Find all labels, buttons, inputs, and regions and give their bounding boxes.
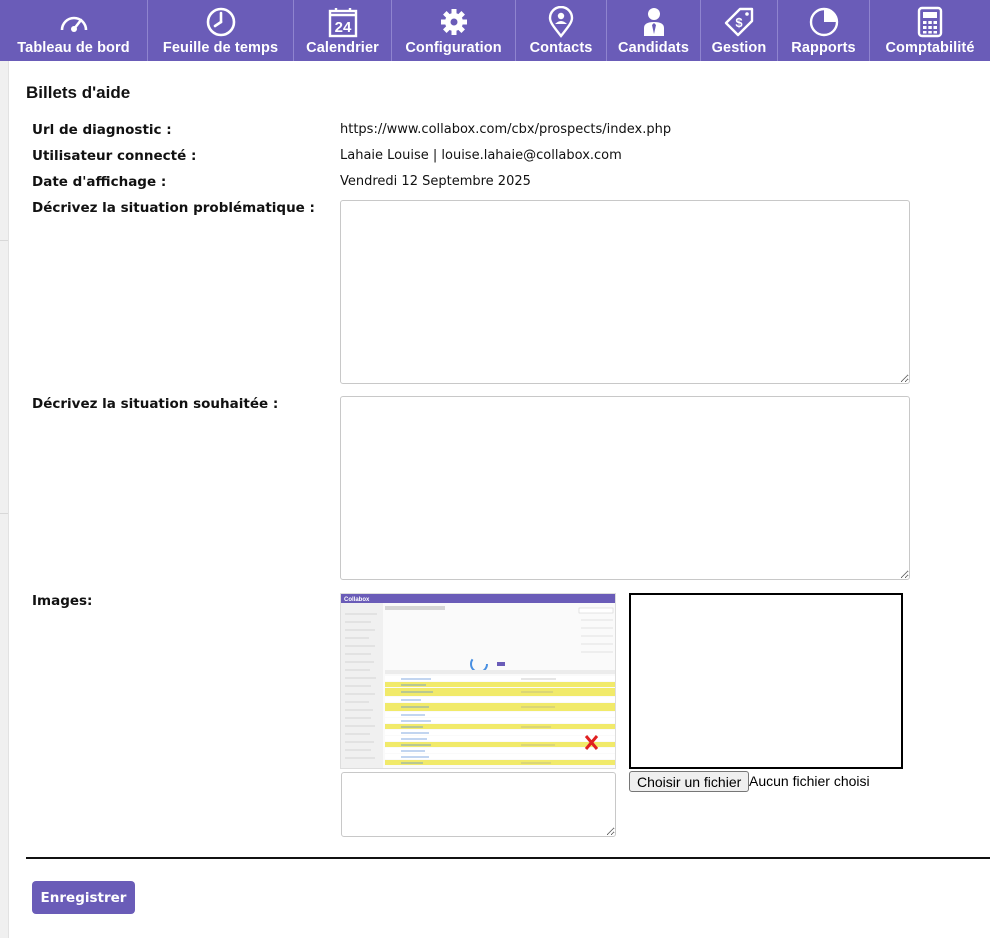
- nav-item-comptabilite[interactable]: [870, 0, 990, 61]
- person-icon: [638, 6, 670, 38]
- screenshot-thumbnail-image: [341, 594, 616, 769]
- nav-item-configuration[interactable]: [392, 0, 516, 61]
- desired-situation-label: Décrivez la situation souhaitée :: [32, 396, 279, 412]
- clock-icon: [205, 6, 237, 38]
- page-title: Billets d'aide: [26, 83, 131, 102]
- images-label: Images:: [32, 593, 93, 609]
- file-status-text: Aucun fichier choisi: [749, 773, 870, 789]
- diagnostic-url-value: https://www.collabox.com/cbx/prospects/index.php: [340, 122, 672, 137]
- display-date-value: Vendredi 12 Septembre 2025: [340, 174, 531, 189]
- nav-label: Configuration: [405, 40, 502, 56]
- gear-icon: [438, 6, 470, 38]
- nav-label: Gestion: [711, 40, 767, 56]
- nav-item-candidats[interactable]: [607, 0, 701, 61]
- image-caption-textarea[interactable]: [341, 772, 616, 837]
- calendar-icon: [327, 6, 359, 38]
- nav-label: Contacts: [529, 40, 593, 56]
- nav-label: Candidats: [618, 40, 689, 56]
- display-date-label: Date d'affichage :: [32, 174, 167, 190]
- nav-label: Feuille de temps: [162, 40, 279, 56]
- diagnostic-url-label: Url de diagnostic :: [32, 122, 172, 138]
- calculator-icon: [914, 6, 946, 38]
- price-tag-icon: [723, 6, 755, 38]
- desired-situation-textarea[interactable]: [340, 396, 910, 580]
- screenshot-thumbnail[interactable]: [340, 593, 616, 769]
- save-button[interactable]: Enregistrer: [32, 881, 135, 914]
- location-pin-icon: [545, 6, 577, 38]
- nav-label: Rapports: [791, 40, 856, 56]
- gauge-icon: [58, 6, 90, 38]
- nav-item-contacts[interactable]: [516, 0, 607, 61]
- left-edge-strip: [0, 61, 9, 938]
- nav-label: Comptabilité: [885, 40, 975, 56]
- image-preview-box: [629, 593, 903, 769]
- problem-description-textarea[interactable]: [340, 200, 910, 384]
- top-navigation: [0, 0, 990, 61]
- choose-file-button[interactable]: Choisir un fichier: [629, 771, 749, 792]
- nav-item-tableau-de-bord[interactable]: [0, 0, 148, 61]
- connected-user-value: Lahaie Louise | louise.lahaie@collabox.com: [340, 148, 622, 163]
- divider: [0, 240, 8, 241]
- calendar-day-number: 24: [334, 19, 351, 36]
- connected-user-label: Utilisateur connecté :: [32, 148, 197, 164]
- divider: [0, 513, 8, 514]
- nav-label: Tableau de bord: [17, 40, 130, 56]
- nav-item-gestion[interactable]: [701, 0, 778, 61]
- svg-text:$: $: [735, 15, 743, 30]
- nav-item-rapports[interactable]: [778, 0, 870, 61]
- nav-item-feuille-de-temps[interactable]: [148, 0, 294, 61]
- pie-chart-icon: [808, 6, 840, 38]
- form-divider: [26, 857, 990, 859]
- problem-description-label: Décrivez la situation problématique :: [32, 200, 315, 216]
- nav-label: Calendrier: [306, 40, 379, 56]
- nav-item-calendrier[interactable]: [294, 0, 392, 61]
- svg-text:Collabox: Collabox: [344, 597, 370, 603]
